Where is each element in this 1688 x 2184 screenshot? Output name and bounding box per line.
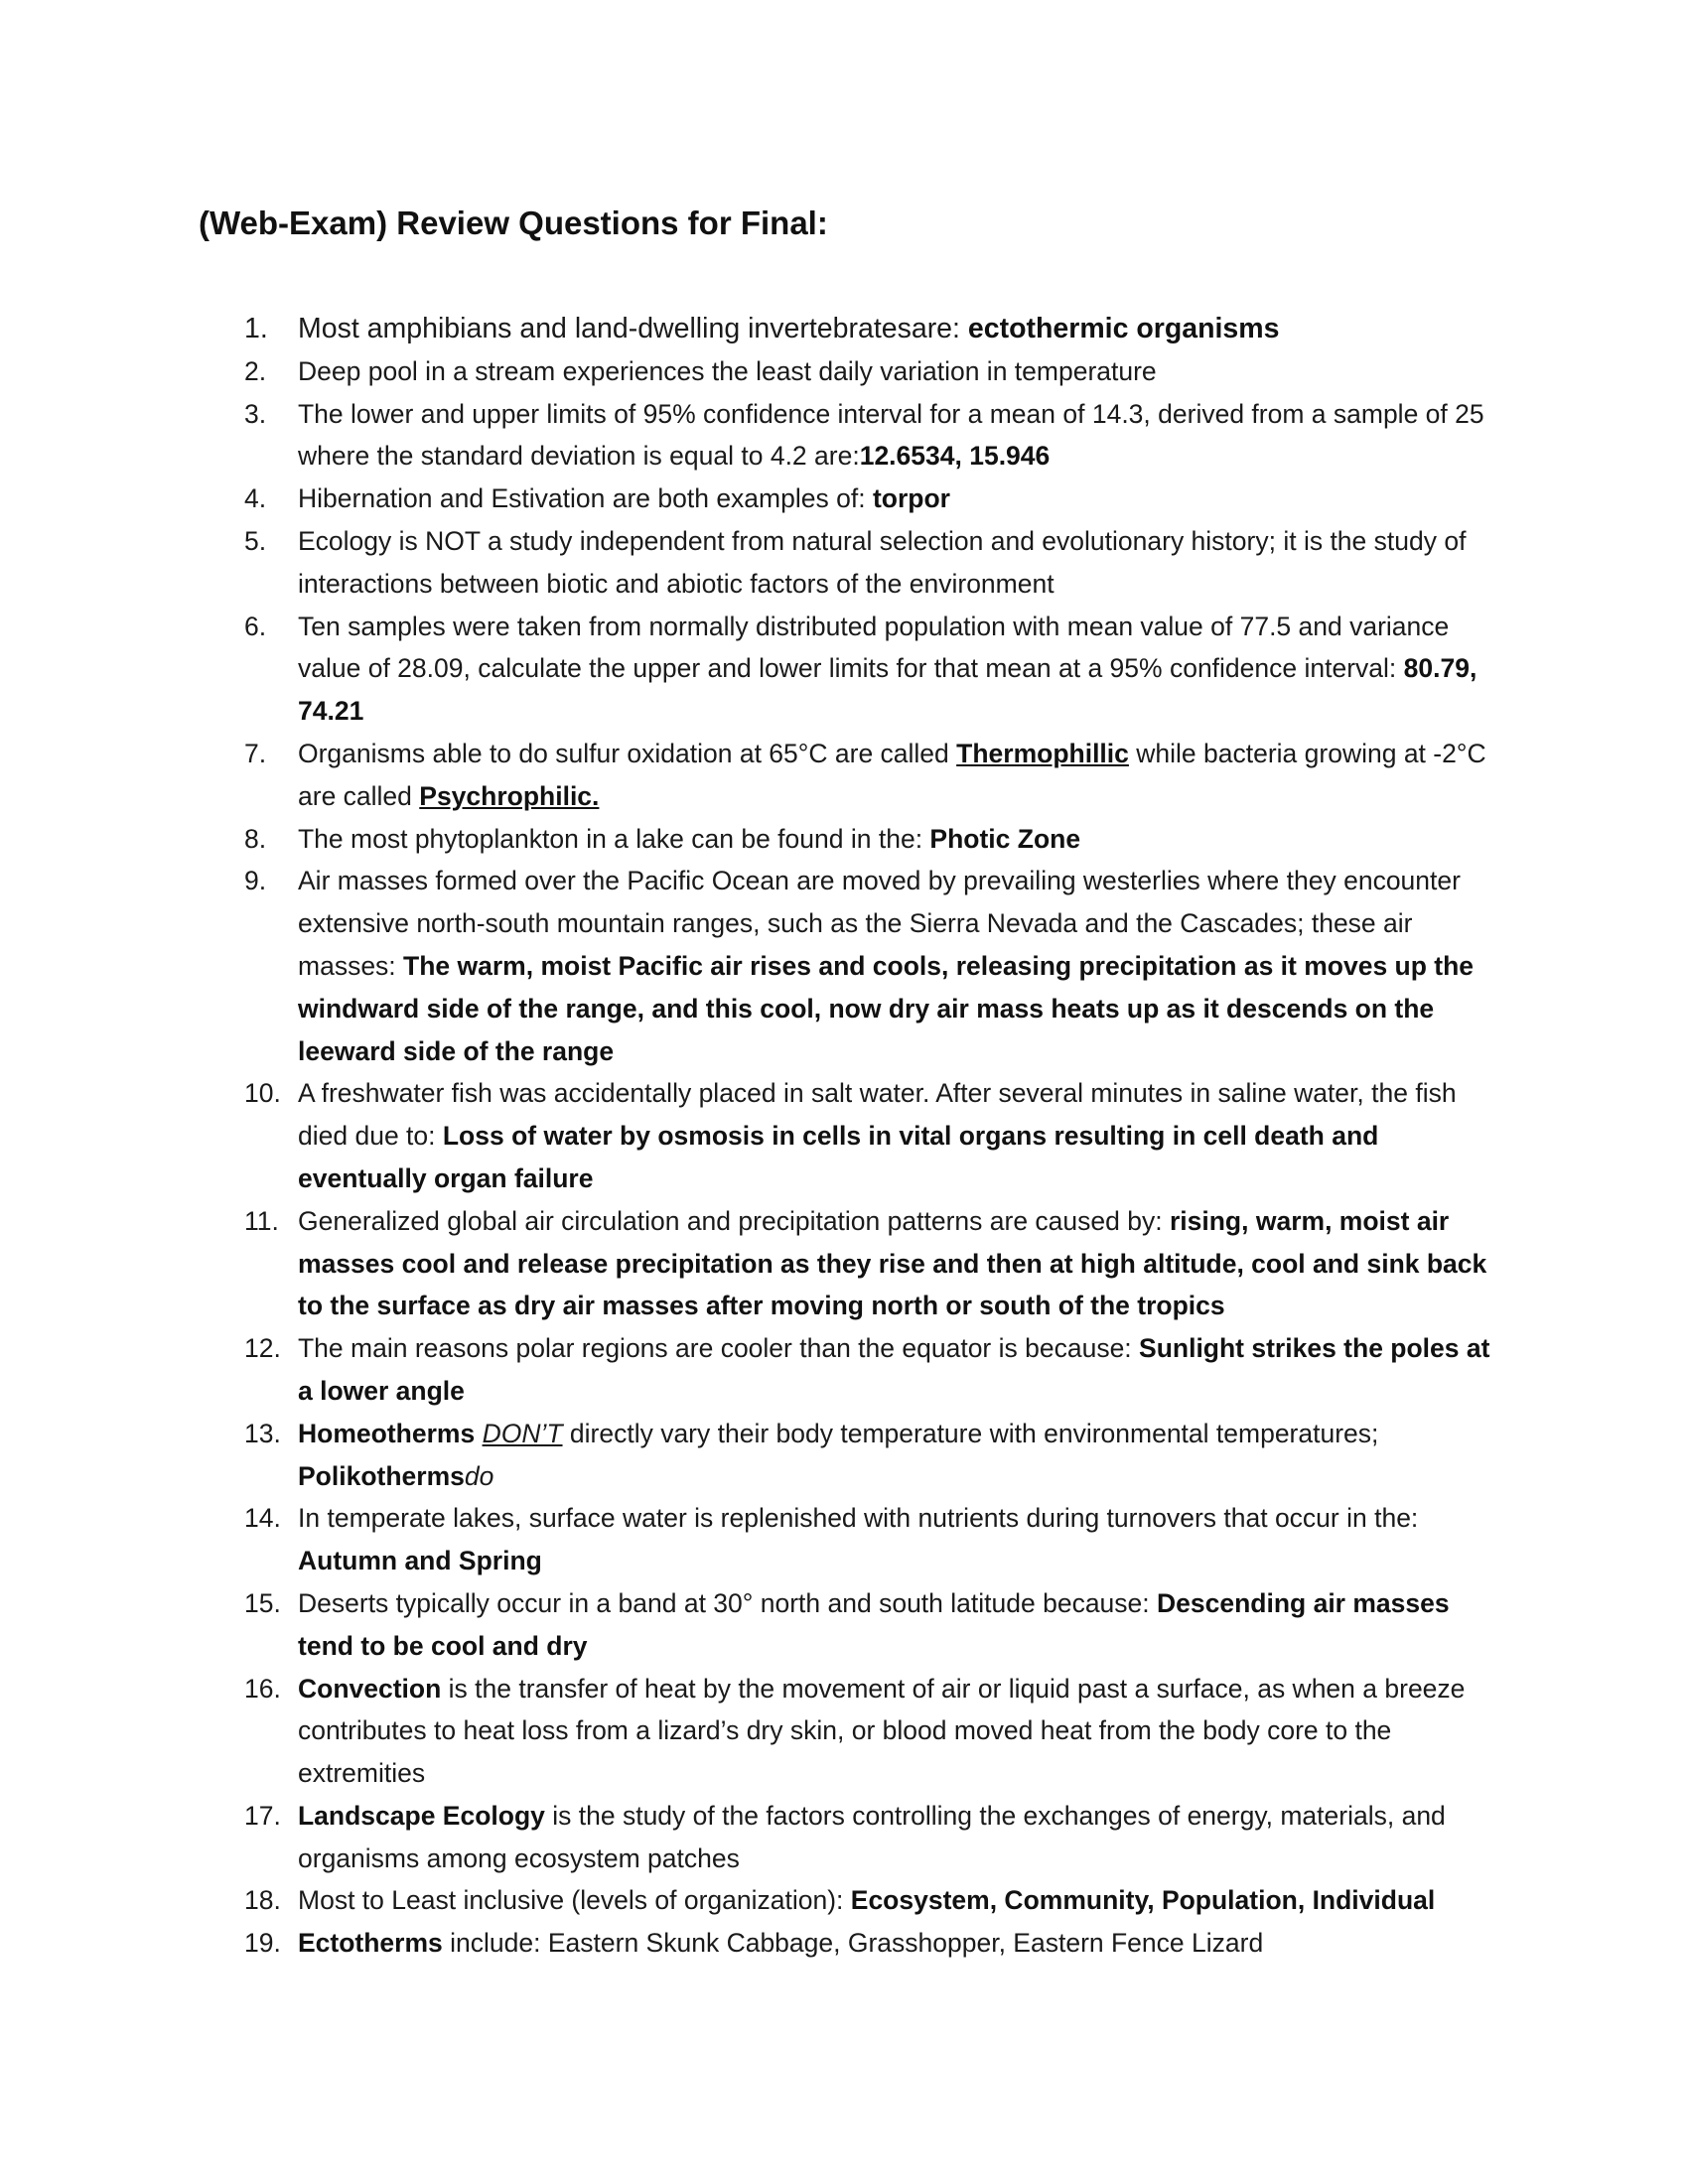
question-item-4 bbox=[244, 478, 1495, 520]
answer-text: Sunlight strikes the poles at a lower angle bbox=[298, 1333, 1490, 1406]
question-item-13 bbox=[244, 1413, 1495, 1498]
emphasis-dont: DON’T bbox=[482, 1418, 563, 1448]
question-text: Organisms able to do sulfur oxidation at 65°C are called bbox=[298, 738, 957, 768]
question-number: 19. bbox=[244, 1928, 281, 1959]
question-item-12 bbox=[244, 1327, 1495, 1413]
term-convection: Convection bbox=[298, 1673, 442, 1704]
page-title: (Web-Exam) Review Questions for Final: bbox=[199, 205, 828, 241]
question-item-17 bbox=[244, 1795, 1495, 1880]
question-number: 14. bbox=[244, 1503, 281, 1534]
question-number: 5. bbox=[244, 525, 267, 556]
question-list bbox=[244, 308, 1495, 1965]
question-item-15 bbox=[244, 1582, 1495, 1668]
answer-text: 12.6534, 15.946 bbox=[859, 441, 1051, 472]
question-text: The most phytoplankton in a lake can be found in the: bbox=[298, 823, 930, 854]
answer-text: Photic Zone bbox=[929, 823, 1081, 854]
question-number: 2. bbox=[244, 355, 267, 386]
question-text: include: Eastern Skunk Cabbage, Grasshopper, Eastern Fence Lizard bbox=[442, 1928, 1264, 1959]
answer-text: 80.79, 74.21 bbox=[298, 653, 1477, 727]
question-item-14 bbox=[244, 1497, 1495, 1582]
question-text: directly vary their body temperature with environmental temperatures; bbox=[562, 1418, 1379, 1448]
question-number: 17. bbox=[244, 1800, 281, 1831]
answer-text: Ecosystem, Community, Population, Individual bbox=[850, 1885, 1436, 1916]
question-item-5 bbox=[244, 520, 1495, 606]
term-psychrophilic: Psychrophilic. bbox=[419, 780, 600, 811]
question-text: The lower and upper limits of 95% confidence interval for a mean of 14.3, derived from a sample of 25 where the standard deviation is equal to 4.2 are: bbox=[298, 398, 1484, 472]
question-number: 8. bbox=[244, 823, 267, 854]
question-number: 9. bbox=[244, 866, 267, 896]
question-item-1 bbox=[244, 308, 1495, 350]
question-text: Most amphibians and land-dwelling invertebratesare: bbox=[298, 313, 968, 344]
question-item-2 bbox=[244, 350, 1495, 393]
question-number: 3. bbox=[244, 398, 267, 429]
question-item-19 bbox=[244, 1922, 1495, 1965]
term-homeotherms: Homeotherms bbox=[298, 1418, 476, 1448]
question-text: The main reasons polar regions are cooler than the equator is because: bbox=[298, 1333, 1140, 1364]
emphasis-do: do bbox=[464, 1460, 494, 1491]
question-number: 15. bbox=[244, 1587, 281, 1618]
question-text: In temperate lakes, surface water is replenished with nutrients during turnovers that occur in the: bbox=[298, 1503, 1419, 1534]
question-text: A freshwater fish was accidentally placed in salt water. After several minutes in saline water, the fish died due to: bbox=[298, 1078, 1457, 1152]
question-number: 12. bbox=[244, 1333, 281, 1364]
question-text: Deep pool in a stream experiences the least daily variation in temperature bbox=[298, 355, 1157, 386]
question-item-9 bbox=[244, 860, 1495, 1072]
question-item-18 bbox=[244, 1879, 1495, 1922]
question-item-10 bbox=[244, 1072, 1495, 1199]
question-number: 7. bbox=[244, 738, 267, 768]
answer-text: ectothermic organisms bbox=[967, 313, 1280, 344]
answer-text: Autumn and Spring bbox=[298, 1546, 542, 1576]
question-number: 6. bbox=[244, 611, 267, 641]
question-number: 1. bbox=[244, 313, 268, 344]
question-text: is the transfer of heat by the movement of air or liquid past a surface, as when a breeze contributes to heat loss from a lizard’s dry skin, or blood moved heat from the body core to the extremities bbox=[298, 1673, 1466, 1789]
term-landscape-ecology: Landscape Ecology bbox=[298, 1800, 545, 1831]
question-number: 11. bbox=[244, 1205, 279, 1236]
question-text: Air masses formed over the Pacific Ocean are moved by prevailing westerlies where they encounter extensive north-south mountain ranges, such as the Sierra Nevada and the Cascades; these air masses: bbox=[298, 866, 1461, 981]
term-thermophillic: Thermophillic bbox=[956, 738, 1129, 768]
question-item-8 bbox=[244, 818, 1495, 861]
question-item-7 bbox=[244, 733, 1495, 818]
question-text: Hibernation and Estivation are both examples of: bbox=[298, 483, 873, 514]
question-item-11 bbox=[244, 1200, 1495, 1327]
answer-text: Loss of water by osmosis in cells in vital organs resulting in cell death and eventually organ failure bbox=[298, 1121, 1379, 1193]
question-text: Ecology is NOT a study independent from natural selection and evolutionary history; it is the study of interactions between biotic and abiotic factors of the environment bbox=[298, 525, 1467, 599]
question-number: 16. bbox=[244, 1673, 281, 1704]
question-number: 18. bbox=[244, 1885, 281, 1916]
question-item-16 bbox=[244, 1668, 1495, 1795]
answer-text: rising, warm, moist air masses cool and release precipitation as they rise and then at high altitude, cool and sink back to the surface as dry air masses after moving north or south of the tropics bbox=[298, 1205, 1487, 1321]
question-text-continued: while bacteria growing at -2°C are called bbox=[298, 738, 1486, 811]
answer-text: Descending air masses tend to be cool and dry bbox=[298, 1587, 1450, 1661]
question-item-6 bbox=[244, 606, 1495, 733]
question-number: 13. bbox=[244, 1418, 281, 1448]
question-text: Most to Least inclusive (levels of organization): bbox=[298, 1885, 851, 1916]
term-polikotherms: Polikotherms bbox=[298, 1460, 465, 1491]
term-ectotherms: Ectotherms bbox=[298, 1928, 443, 1959]
question-item-3 bbox=[244, 393, 1495, 478]
question-number: 10. bbox=[244, 1078, 281, 1109]
question-text: Generalized global air circulation and precipitation patterns are caused by: bbox=[298, 1205, 1170, 1236]
question-text: is the study of the factors controlling the exchanges of energy, materials, and organisms among ecosystem patches bbox=[298, 1800, 1446, 1873]
question-text: Ten samples were taken from normally distributed population with mean value of 77.5 and variance value of 28.09, calculate the upper and lower limits for that mean at a 95% confidence interval: bbox=[298, 611, 1450, 684]
question-number: 4. bbox=[244, 483, 267, 514]
answer-text: The warm, moist Pacific air rises and cools, releasing precipitation as it moves up the windward side of the range, and this cool, now dry air mass heats up as it descends on the leeward side of the range bbox=[298, 950, 1475, 1066]
answer-text: torpor bbox=[872, 483, 950, 514]
question-text: Deserts typically occur in a band at 30° north and south latitude because: bbox=[298, 1587, 1158, 1618]
